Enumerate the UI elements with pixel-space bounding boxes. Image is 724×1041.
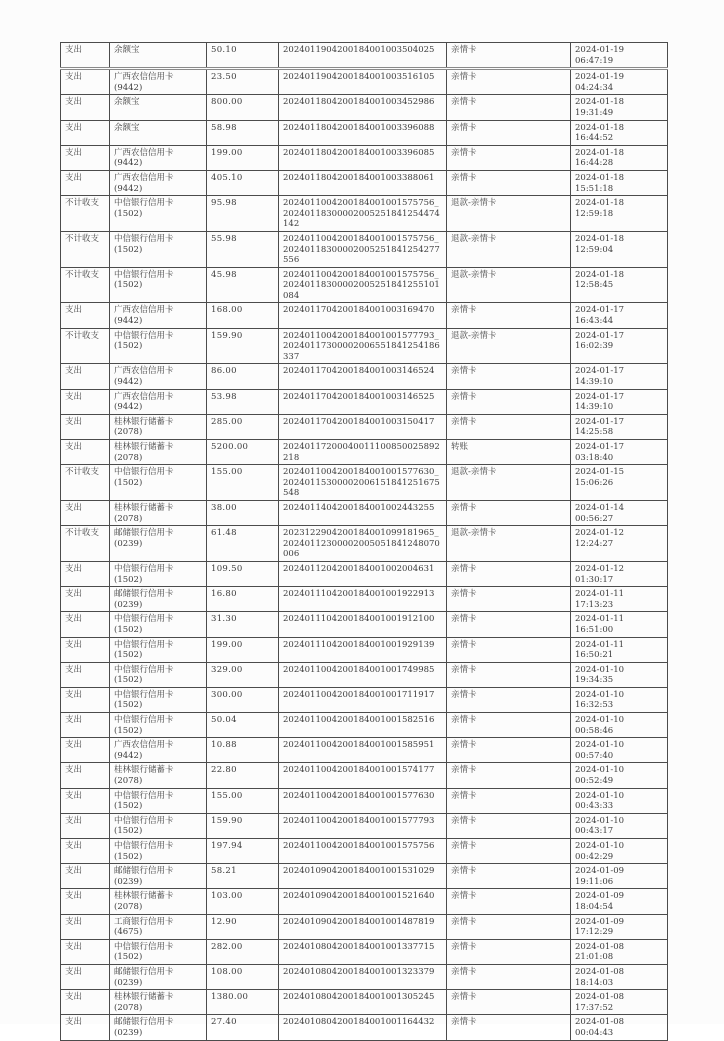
cell-transaction-number: 2024011904200184001003504025 [279, 43, 447, 69]
transaction-row [61, 120, 668, 145]
cell-amount: 86.00 [207, 364, 279, 389]
cell-remark: 退款-亲情卡 [447, 196, 571, 232]
cell-payment-method: 桂林银行储蓄卡 (2078) [110, 763, 207, 788]
cell-transaction-type: 不计收支 [61, 267, 110, 303]
transaction-row [61, 465, 668, 501]
cell-remark: 亲情卡 [447, 889, 571, 914]
cell-transaction-number: 2024010804200184001001323379 [279, 964, 447, 989]
cell-payment-method: 中信银行信用卡 (1502) [110, 687, 207, 712]
cell-transaction-number: 2024011004200184001001574177 [279, 763, 447, 788]
cell-transaction-number: 2024010804200184001001305245 [279, 990, 447, 1015]
cell-datetime: 2024-01-18 16:44:52 [571, 120, 668, 145]
transaction-row [61, 500, 668, 525]
cell-transaction-number: 2024010804200184001001164432 [279, 1015, 447, 1040]
cell-payment-method: 桂林银行储蓄卡 (2078) [110, 889, 207, 914]
cell-datetime: 2024-01-10 16:32:53 [571, 687, 668, 712]
cell-amount: 23.50 [207, 69, 279, 95]
cell-transaction-type: 支出 [61, 120, 110, 145]
cell-transaction-type: 支出 [61, 637, 110, 662]
cell-transaction-number: 2024011104200184001001922913 [279, 587, 447, 612]
cell-datetime: 2024-01-17 14:25:58 [571, 414, 668, 439]
cell-transaction-type: 支出 [61, 364, 110, 389]
cell-payment-method: 邮储银行信用卡 (0239) [110, 864, 207, 889]
cell-payment-method: 桂林银行储蓄卡 (2078) [110, 440, 207, 465]
cell-payment-method: 广西农信信用卡 (9442) [110, 389, 207, 414]
cell-transaction-number: 2024010904200184001001521640 [279, 889, 447, 914]
cell-transaction-type: 支出 [61, 738, 110, 763]
cell-transaction-type: 支出 [61, 713, 110, 738]
cell-amount: 55.98 [207, 231, 279, 267]
transaction-row [61, 43, 668, 69]
cell-datetime: 2024-01-18 12:59:18 [571, 196, 668, 232]
cell-remark: 亲情卡 [447, 500, 571, 525]
cell-remark: 亲情卡 [447, 637, 571, 662]
cell-transaction-number: 2024011104200184001001912100 [279, 612, 447, 637]
cell-transaction-type: 不计收支 [61, 526, 110, 562]
cell-transaction-type: 支出 [61, 1015, 110, 1040]
cell-remark: 退款-亲情卡 [447, 526, 571, 562]
cell-transaction-number: 2024011004200184001001585951 [279, 738, 447, 763]
cell-transaction-number: 2024011804200184001003396085 [279, 145, 447, 170]
cell-datetime: 2024-01-15 15:06:26 [571, 465, 668, 501]
cell-transaction-number: 2024011804200184001003452986 [279, 95, 447, 120]
cell-datetime: 2024-01-19 04:24:34 [571, 69, 668, 95]
transaction-row [61, 328, 668, 364]
transaction-row [61, 440, 668, 465]
cell-datetime: 2024-01-11 16:51:00 [571, 612, 668, 637]
cell-transaction-type: 支出 [61, 662, 110, 687]
cell-payment-method: 邮储银行信用卡 (0239) [110, 526, 207, 562]
cell-amount: 27.40 [207, 1015, 279, 1040]
cell-payment-method: 中信银行信用卡 (1502) [110, 267, 207, 303]
cell-datetime: 2024-01-18 12:58:45 [571, 267, 668, 303]
cell-payment-method: 桂林银行储蓄卡 (2078) [110, 414, 207, 439]
transaction-row [61, 587, 668, 612]
transaction-row [61, 1015, 668, 1040]
cell-datetime: 2024-01-08 18:14:03 [571, 964, 668, 989]
cell-transaction-number: 2024011804200184001003396088 [279, 120, 447, 145]
cell-amount: 285.00 [207, 414, 279, 439]
cell-transaction-type: 支出 [61, 170, 110, 195]
cell-transaction-number: 2023122904200184001099181965_20240112300002005051841248070006 [279, 526, 447, 562]
cell-payment-method: 邮储银行信用卡 (0239) [110, 587, 207, 612]
cell-transaction-number: 2024011004200184001001577793 [279, 813, 447, 838]
cell-datetime: 2024-01-10 00:43:17 [571, 813, 668, 838]
cell-transaction-type: 支出 [61, 414, 110, 439]
cell-transaction-type: 支出 [61, 587, 110, 612]
transaction-row [61, 990, 668, 1015]
cell-payment-method: 中信银行信用卡 (1502) [110, 328, 207, 364]
cell-amount: 405.10 [207, 170, 279, 195]
cell-transaction-type: 支出 [61, 939, 110, 964]
cell-transaction-number: 2024011204200184001002004631 [279, 561, 447, 586]
cell-transaction-type: 支出 [61, 813, 110, 838]
cell-datetime: 2024-01-08 21:01:08 [571, 939, 668, 964]
cell-amount: 10.88 [207, 738, 279, 763]
cell-transaction-type: 支出 [61, 763, 110, 788]
cell-datetime: 2024-01-17 16:02:39 [571, 328, 668, 364]
cell-datetime: 2024-01-09 17:12:29 [571, 914, 668, 939]
cell-transaction-number: 2024011404200184001002443255 [279, 500, 447, 525]
cell-remark: 亲情卡 [447, 813, 571, 838]
cell-remark: 退款-亲情卡 [447, 267, 571, 303]
transaction-row [61, 69, 668, 95]
transaction-row [61, 145, 668, 170]
cell-transaction-number: 2024011104200184001001929139 [279, 637, 447, 662]
cell-remark: 退款-亲情卡 [447, 231, 571, 267]
cell-remark: 亲情卡 [447, 939, 571, 964]
cell-remark: 亲情卡 [447, 914, 571, 939]
cell-transaction-number: 2024011004200184001001711917 [279, 687, 447, 712]
cell-amount: 197.94 [207, 839, 279, 864]
cell-remark: 亲情卡 [447, 561, 571, 586]
transaction-row [61, 267, 668, 303]
cell-payment-method: 余额宝 [110, 120, 207, 145]
cell-datetime: 2024-01-09 18:04:54 [571, 889, 668, 914]
transaction-row [61, 687, 668, 712]
cell-amount: 159.90 [207, 328, 279, 364]
cell-payment-method: 邮储银行信用卡 (0239) [110, 964, 207, 989]
cell-amount: 103.00 [207, 889, 279, 914]
cell-datetime: 2024-01-10 19:34:35 [571, 662, 668, 687]
transaction-row [61, 561, 668, 586]
cell-remark: 转账 [447, 440, 571, 465]
cell-transaction-type: 支出 [61, 788, 110, 813]
cell-transaction-number: 2024011704200184001003146524 [279, 364, 447, 389]
cell-transaction-number: 2024010904200184001001487819 [279, 914, 447, 939]
cell-transaction-type: 支出 [61, 389, 110, 414]
cell-amount: 45.98 [207, 267, 279, 303]
cell-amount: 109.50 [207, 561, 279, 586]
cell-payment-method: 余额宝 [110, 43, 207, 69]
cell-payment-method: 桂林银行储蓄卡 (2078) [110, 500, 207, 525]
cell-datetime: 2024-01-10 00:52:49 [571, 763, 668, 788]
transaction-row [61, 939, 668, 964]
cell-payment-method: 中信银行信用卡 (1502) [110, 612, 207, 637]
cell-datetime: 2024-01-11 17:13:23 [571, 587, 668, 612]
cell-transaction-number: 2024011804200184001003388061 [279, 170, 447, 195]
cell-transaction-number: 2024011004200184001001575756_20240118300002005251841254277556 [279, 231, 447, 267]
transaction-table [60, 42, 668, 1041]
cell-datetime: 2024-01-10 00:43:33 [571, 788, 668, 813]
cell-remark: 亲情卡 [447, 69, 571, 95]
cell-transaction-type: 支出 [61, 914, 110, 939]
cell-payment-method: 广西农信信用卡 (9442) [110, 303, 207, 328]
cell-amount: 199.00 [207, 145, 279, 170]
cell-amount: 329.00 [207, 662, 279, 687]
transaction-row [61, 914, 668, 939]
cell-datetime: 2024-01-10 00:42:29 [571, 839, 668, 864]
cell-transaction-type: 支出 [61, 440, 110, 465]
transaction-row [61, 662, 668, 687]
cell-datetime: 2024-01-09 19:11:06 [571, 864, 668, 889]
cell-payment-method: 广西农信信用卡 (9442) [110, 145, 207, 170]
cell-transaction-number: 2024011004200184001001575756_20240118300002005251841254474142 [279, 196, 447, 232]
cell-payment-method: 中信银行信用卡 (1502) [110, 713, 207, 738]
transaction-row [61, 637, 668, 662]
transaction-row [61, 788, 668, 813]
transaction-table-body [61, 43, 668, 1041]
cell-datetime: 2024-01-17 14:39:10 [571, 389, 668, 414]
cell-payment-method: 余额宝 [110, 95, 207, 120]
cell-transaction-number: 20240117200040011100850025892218 [279, 440, 447, 465]
cell-amount: 53.98 [207, 389, 279, 414]
cell-remark: 亲情卡 [447, 713, 571, 738]
transaction-row [61, 813, 668, 838]
cell-payment-method: 广西农信信用卡 (9442) [110, 364, 207, 389]
cell-amount: 282.00 [207, 939, 279, 964]
cell-transaction-type: 支出 [61, 964, 110, 989]
cell-remark: 亲情卡 [447, 145, 571, 170]
cell-payment-method: 桂林银行储蓄卡 (2078) [110, 990, 207, 1015]
cell-amount: 31.30 [207, 612, 279, 637]
cell-transaction-type: 支出 [61, 145, 110, 170]
cell-amount: 38.00 [207, 500, 279, 525]
cell-transaction-type: 支出 [61, 889, 110, 914]
cell-amount: 58.98 [207, 120, 279, 145]
cell-payment-method: 中信银行信用卡 (1502) [110, 788, 207, 813]
cell-transaction-number: 2024011704200184001003169470 [279, 303, 447, 328]
cell-transaction-number: 2024011004200184001001582516 [279, 713, 447, 738]
cell-remark: 亲情卡 [447, 303, 571, 328]
cell-transaction-number: 2024011004200184001001577630 [279, 788, 447, 813]
cell-datetime: 2024-01-19 06:47:19 [571, 43, 668, 69]
cell-transaction-type: 支出 [61, 864, 110, 889]
transaction-row [61, 231, 668, 267]
cell-remark: 亲情卡 [447, 389, 571, 414]
cell-payment-method: 中信银行信用卡 (1502) [110, 465, 207, 501]
cell-datetime: 2024-01-10 00:58:46 [571, 713, 668, 738]
cell-amount: 16.80 [207, 587, 279, 612]
cell-payment-method: 中信银行信用卡 (1502) [110, 939, 207, 964]
cell-transaction-type: 不计收支 [61, 328, 110, 364]
cell-payment-method: 工商银行信用卡 (4675) [110, 914, 207, 939]
cell-transaction-number: 2024011704200184001003150417 [279, 414, 447, 439]
cell-datetime: 2024-01-18 19:31:49 [571, 95, 668, 120]
cell-remark: 亲情卡 [447, 738, 571, 763]
cell-amount: 5200.00 [207, 440, 279, 465]
cell-amount: 1380.00 [207, 990, 279, 1015]
cell-amount: 155.00 [207, 788, 279, 813]
cell-remark: 亲情卡 [447, 662, 571, 687]
cell-amount: 300.00 [207, 687, 279, 712]
transaction-row [61, 713, 668, 738]
cell-datetime: 2024-01-17 03:18:40 [571, 440, 668, 465]
cell-transaction-type: 支出 [61, 69, 110, 95]
cell-remark: 退款-亲情卡 [447, 465, 571, 501]
cell-transaction-number: 2024011904200184001003516105 [279, 69, 447, 95]
transaction-row [61, 839, 668, 864]
cell-amount: 168.00 [207, 303, 279, 328]
cell-transaction-type: 支出 [61, 303, 110, 328]
cell-transaction-number: 2024011004200184001001575756_20240118300002005251841255101084 [279, 267, 447, 303]
transaction-row [61, 170, 668, 195]
cell-amount: 58.21 [207, 864, 279, 889]
cell-payment-method: 中信银行信用卡 (1502) [110, 561, 207, 586]
cell-datetime: 2024-01-10 00:57:40 [571, 738, 668, 763]
cell-amount: 800.00 [207, 95, 279, 120]
cell-payment-method: 中信银行信用卡 (1502) [110, 231, 207, 267]
cell-datetime: 2024-01-11 16:50:21 [571, 637, 668, 662]
cell-datetime: 2024-01-08 00:04:43 [571, 1015, 668, 1040]
cell-datetime: 2024-01-08 17:37:52 [571, 990, 668, 1015]
cell-transaction-type: 支出 [61, 43, 110, 69]
cell-transaction-type: 支出 [61, 687, 110, 712]
cell-transaction-type: 不计收支 [61, 196, 110, 232]
cell-transaction-type: 支出 [61, 500, 110, 525]
cell-transaction-number: 2024011004200184001001749985 [279, 662, 447, 687]
cell-transaction-number: 2024011004200184001001577793_20240117300002006551841254186337 [279, 328, 447, 364]
cell-datetime: 2024-01-17 14:39:10 [571, 364, 668, 389]
cell-transaction-type: 支出 [61, 612, 110, 637]
cell-payment-method: 中信银行信用卡 (1502) [110, 813, 207, 838]
cell-remark: 亲情卡 [447, 95, 571, 120]
cell-datetime: 2024-01-14 00:56:27 [571, 500, 668, 525]
transaction-row [61, 95, 668, 120]
cell-datetime: 2024-01-17 16:43:44 [571, 303, 668, 328]
transaction-row [61, 889, 668, 914]
cell-remark: 亲情卡 [447, 170, 571, 195]
cell-datetime: 2024-01-18 12:59:04 [571, 231, 668, 267]
cell-amount: 12.90 [207, 914, 279, 939]
cell-transaction-type: 支出 [61, 95, 110, 120]
transaction-row [61, 964, 668, 989]
cell-payment-method: 中信银行信用卡 (1502) [110, 196, 207, 232]
transaction-row [61, 612, 668, 637]
cell-remark: 亲情卡 [447, 612, 571, 637]
cell-payment-method: 广西农信信用卡 (9442) [110, 738, 207, 763]
transaction-row [61, 526, 668, 562]
cell-payment-method: 中信银行信用卡 (1502) [110, 839, 207, 864]
cell-transaction-number: 2024011704200184001003146525 [279, 389, 447, 414]
cell-transaction-number: 2024011004200184001001575756 [279, 839, 447, 864]
transaction-row [61, 864, 668, 889]
cell-amount: 199.00 [207, 637, 279, 662]
cell-payment-method: 广西农信信用卡 (9442) [110, 69, 207, 95]
cell-amount: 108.00 [207, 964, 279, 989]
cell-remark: 亲情卡 [447, 1015, 571, 1040]
cell-remark: 亲情卡 [447, 788, 571, 813]
transaction-row [61, 303, 668, 328]
transaction-row [61, 763, 668, 788]
cell-remark: 亲情卡 [447, 364, 571, 389]
cell-payment-method: 中信银行信用卡 (1502) [110, 662, 207, 687]
transaction-row [61, 414, 668, 439]
cell-transaction-type: 不计收支 [61, 231, 110, 267]
cell-payment-method: 中信银行信用卡 (1502) [110, 637, 207, 662]
transaction-row [61, 364, 668, 389]
cell-amount: 95.98 [207, 196, 279, 232]
cell-remark: 亲情卡 [447, 414, 571, 439]
cell-transaction-type: 支出 [61, 561, 110, 586]
cell-remark: 亲情卡 [447, 864, 571, 889]
cell-datetime: 2024-01-12 01:30:17 [571, 561, 668, 586]
cell-remark: 亲情卡 [447, 120, 571, 145]
cell-datetime: 2024-01-12 12:24:27 [571, 526, 668, 562]
cell-remark: 亲情卡 [447, 587, 571, 612]
cell-transaction-type: 支出 [61, 990, 110, 1015]
cell-remark: 亲情卡 [447, 839, 571, 864]
cell-remark: 亲情卡 [447, 990, 571, 1015]
cell-amount: 61.48 [207, 526, 279, 562]
cell-transaction-number: 2024010804200184001001337715 [279, 939, 447, 964]
transaction-row [61, 389, 668, 414]
cell-amount: 50.04 [207, 713, 279, 738]
transaction-row [61, 196, 668, 232]
cell-remark: 亲情卡 [447, 763, 571, 788]
cell-payment-method: 邮储银行信用卡 (0239) [110, 1015, 207, 1040]
cell-transaction-number: 2024011004200184001001577630_20240115300002006151841251675548 [279, 465, 447, 501]
cell-amount: 50.10 [207, 43, 279, 69]
cell-transaction-type: 不计收支 [61, 465, 110, 501]
cell-transaction-type: 支出 [61, 839, 110, 864]
cell-datetime: 2024-01-18 16:44:28 [571, 145, 668, 170]
cell-transaction-number: 2024010904200184001001531029 [279, 864, 447, 889]
cell-amount: 159.90 [207, 813, 279, 838]
cell-amount: 22.80 [207, 763, 279, 788]
cell-payment-method: 广西农信信用卡 (9442) [110, 170, 207, 195]
cell-remark: 退款-亲情卡 [447, 328, 571, 364]
transaction-row [61, 738, 668, 763]
cell-remark: 亲情卡 [447, 964, 571, 989]
cell-remark: 亲情卡 [447, 43, 571, 69]
cell-datetime: 2024-01-18 15:51:18 [571, 170, 668, 195]
cell-remark: 亲情卡 [447, 687, 571, 712]
cell-amount: 155.00 [207, 465, 279, 501]
